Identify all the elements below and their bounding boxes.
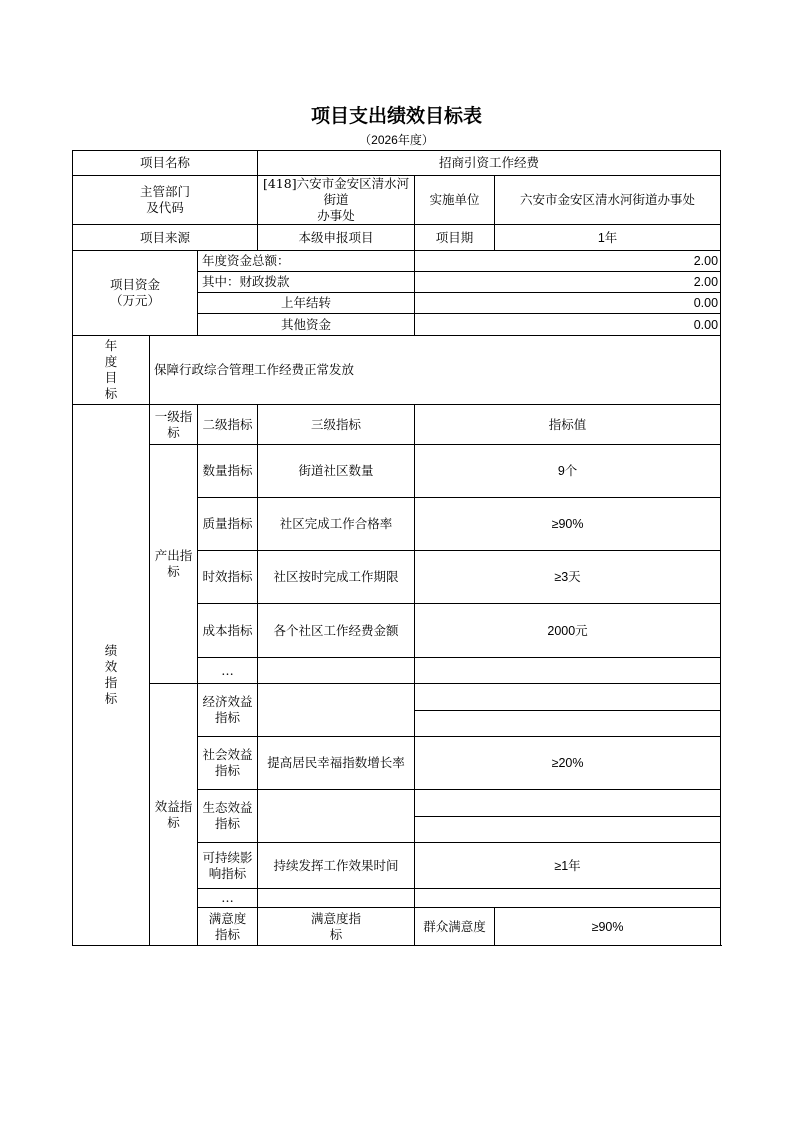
funds-total-value: 2.00 [415, 251, 721, 272]
annual-goal-label: 年 度 目 标 [73, 336, 150, 405]
benefit-value-sustainable: ≥1年 [415, 843, 721, 889]
satisfaction-level2: 满意度指 标 [258, 908, 415, 946]
perf-indicator-label: 绩 效 指 标 [73, 405, 150, 946]
satisfaction-indicator-label: 满意度 指标 [198, 908, 258, 946]
output-value-quality: ≥90% [415, 498, 721, 551]
page-title: 项目支出绩效目标表 [310, 105, 482, 127]
output-value-timeliness: ≥3天 [415, 551, 721, 604]
output-ellipsis: … [198, 658, 258, 684]
output-level3-timeliness: 社区按时完成工作期限 [258, 551, 415, 604]
benefit-indicator-label: 效益指 标 [150, 684, 198, 946]
benefit-value-economic-2 [415, 711, 721, 737]
funds-carryover-value: 0.00 [415, 293, 721, 314]
funds-other-label: 其他资金 [198, 314, 415, 336]
output-value-cost: 2000元 [415, 604, 721, 658]
funds-carryover-label: 上年结转 [198, 293, 415, 314]
benefit-level3-sustainable: 持续发挥工作效果时间 [258, 843, 415, 889]
source-label: 项目来源 [73, 225, 258, 251]
benefit-level3-economic [258, 684, 415, 737]
period-label: 项目期 [415, 225, 495, 251]
benefit-ellipsis-level3 [258, 889, 415, 908]
page-subtitle: （2026年度） [359, 133, 434, 147]
project-name-label: 项目名称 [73, 151, 258, 176]
impl-unit-value: 六安市金安区清水河街道办事处 [495, 176, 721, 225]
satisfaction-value: ≥90% [495, 908, 721, 946]
output-ellipsis-level3 [258, 658, 415, 684]
dept-label: 主管部门 及代码 [73, 176, 258, 225]
funds-fiscal-label: 其中：财政拨款 [198, 272, 415, 293]
output-level2-quantity: 数量指标 [198, 445, 258, 498]
performance-target-table [72, 150, 721, 946]
output-ellipsis-value [415, 658, 721, 684]
funds-other-value: 0.00 [415, 314, 721, 336]
output-level3-quantity: 街道社区数量 [258, 445, 415, 498]
benefit-value-ecological-2 [415, 817, 721, 843]
output-level3-cost: 各个社区工作经费金额 [258, 604, 415, 658]
benefit-value-economic-1 [415, 684, 721, 711]
benefit-level2-sustainable: 可持续影 响指标 [198, 843, 258, 889]
funds-label: 项目资金 （万元） [73, 251, 198, 336]
header-level2: 二级指标 [198, 405, 258, 445]
output-indicator-label: 产出指 标 [150, 445, 198, 684]
output-value-quantity: 9个 [415, 445, 721, 498]
output-level2-quality: 质量指标 [198, 498, 258, 551]
satisfaction-level3: 群众满意度 [415, 908, 495, 946]
benefit-level3-social: 提高居民幸福指数增长率 [258, 737, 415, 790]
benefit-level2-social: 社会效益 指标 [198, 737, 258, 790]
annual-goal-value: 保障行政综合管理工作经费正常发放 [150, 336, 721, 405]
dept-value: [418]六安市金安区清水河街道 办事处 [258, 176, 415, 225]
impl-unit-label: 实施单位 [415, 176, 495, 225]
funds-total-label: 年度资金总额： [198, 251, 415, 272]
funds-fiscal-value: 2.00 [415, 272, 721, 293]
project-name-value: 招商引资工作经费 [258, 151, 721, 176]
benefit-ellipsis: … [198, 889, 258, 908]
source-value: 本级申报项目 [258, 225, 415, 251]
header-level1: 一级指 标 [150, 405, 198, 445]
output-level2-cost: 成本指标 [198, 604, 258, 658]
period-value: 1年 [495, 225, 721, 251]
output-level3-quality: 社区完成工作合格率 [258, 498, 415, 551]
header-level3: 三级指标 [258, 405, 415, 445]
output-level2-timeliness: 时效指标 [198, 551, 258, 604]
header-value: 指标值 [415, 405, 721, 445]
benefit-level2-economic: 经济效益 指标 [198, 684, 258, 737]
benefit-level2-ecological: 生态效益 指标 [198, 790, 258, 843]
benefit-value-social: ≥20% [415, 737, 721, 790]
benefit-value-ecological-1 [415, 790, 721, 817]
benefit-level3-ecological [258, 790, 415, 843]
benefit-ellipsis-value [415, 889, 721, 908]
